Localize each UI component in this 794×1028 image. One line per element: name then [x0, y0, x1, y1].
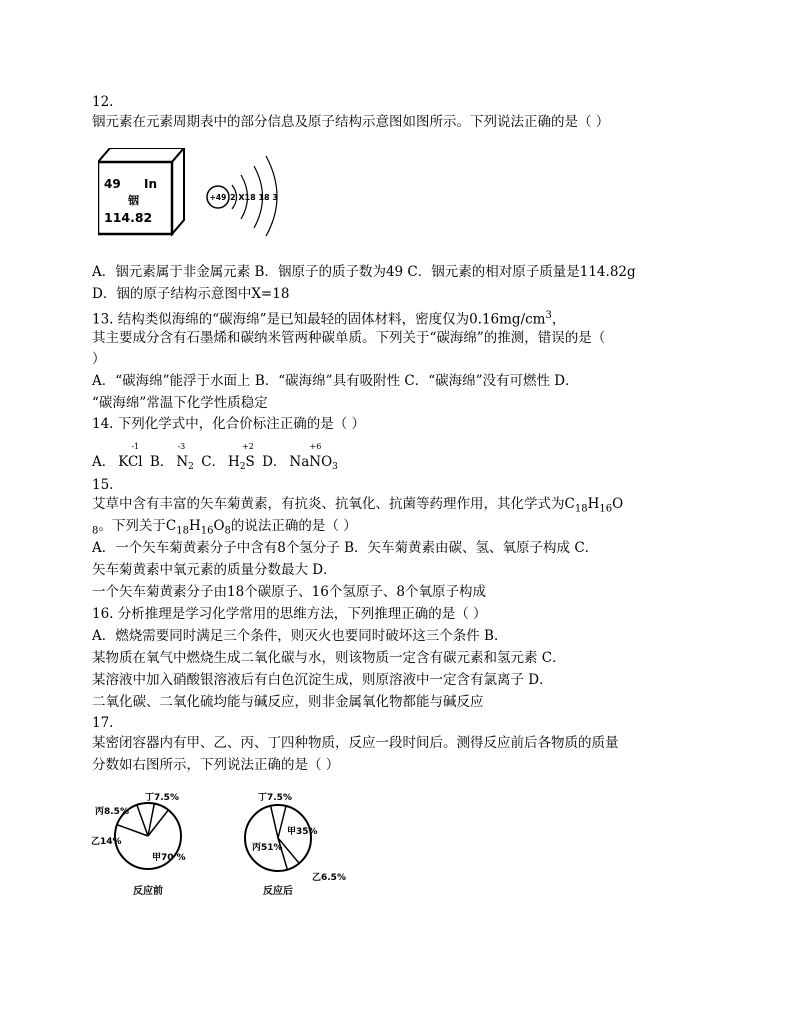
pie-slice-label: 乙14%	[91, 837, 122, 847]
element-symbol: In	[144, 177, 158, 191]
q13-line1	[92, 306, 565, 330]
q15-sub-o-2: 8	[224, 525, 231, 537]
valence-a: -1	[131, 442, 140, 451]
electron-shells: 2 X18 18 3	[230, 193, 278, 202]
q15-sub-c: 18	[574, 503, 588, 515]
q12-figure	[98, 148, 298, 238]
nucleus-charge: +49	[209, 193, 227, 202]
q13-line4: A．“碳海绵”能浮于水面上 B．“碳海绵”具有吸附性 C．“碳海绵”没有可燃性 D．	[92, 373, 579, 389]
element-name: 铟	[128, 194, 139, 207]
pie-slice-label: 丁7.5%	[145, 793, 179, 803]
q14-formula-c: +2 $H_2S$	[228, 442, 255, 472]
q17-line1: 某密闭容器内有甲、乙、丙、丁四种物质，反应一段时间后。测得反应前后各物质的质量	[92, 735, 619, 751]
q13-line2: 其主要成分含有石墨烯和碳纳米管两种碳单质。下列关于“碳海绵”的推测，错误的是（	[92, 330, 606, 346]
pie-slice-label: 丁7.5%	[258, 793, 292, 803]
pie-slice-label: 甲70 %	[152, 853, 186, 863]
q14-label-a: A．	[92, 454, 116, 470]
q15-line3: A．一个矢车菊黄素分子中含有8个氢分子 B．矢车菊黄素由碳、氢、氧原子构成 C．	[92, 540, 599, 556]
q15-number: 15.	[92, 477, 114, 493]
q15-sub-c-2: 18	[176, 525, 189, 537]
q13-superscript: 3	[545, 310, 552, 321]
q14-formula-a: -1 KCl	[118, 442, 143, 470]
pie-title: 反应前	[133, 886, 163, 897]
q13-text-a: 13. 结构类似海绵的“碳海绵”是已知最轻的固体材料，密度仅为0.16mg/cm	[92, 311, 546, 328]
pie-slice-label: 乙6.5%	[312, 873, 346, 883]
pie-slice-label: 丙8.5%	[95, 807, 129, 817]
q15-sub-o: 8	[92, 525, 99, 537]
q12-options-1: A．铟元素属于非金属元素 B．铟原子的质子数为49 C．铟元素的相对原子质量是114.82g	[92, 264, 636, 280]
q14-label-d: D．	[262, 454, 287, 470]
q15-h: H	[587, 496, 600, 512]
q13-line3: ）	[92, 351, 106, 367]
q15-text-2b: 的说法正确的是（ ）	[230, 518, 357, 534]
q14-stem: 14. 下列化学式中，化合价标注正确的是（ ）	[92, 416, 366, 432]
q16-line1: 16. 分析推理是学习化学常用的思维方法，下列推理正确的是（ ）	[92, 606, 487, 622]
q13-line5: “碳海绵”常温下化学性质稳定	[92, 395, 268, 411]
q12-options-2: D．铟的原子结构示意图中X=18	[92, 286, 290, 302]
element-number: 49	[104, 177, 121, 191]
q15-line4: 矢车菊黄素中氧元素的质量分数最大 D．	[92, 562, 337, 578]
q15-text-2a: 。下列关于C	[98, 518, 177, 534]
q15-h-2: H	[188, 518, 201, 534]
q15-sub-h: 16	[599, 503, 613, 515]
q14-label-c: C．	[201, 454, 226, 470]
q15-o-2: O	[213, 518, 225, 534]
pie-chart-before	[90, 788, 220, 904]
element-box	[98, 148, 184, 234]
q14-label-b: B．	[149, 454, 174, 470]
q14-formula-b: -3 $N_2$	[176, 442, 194, 472]
element-mass: 114.82	[104, 210, 153, 225]
q15-sub-h-2: 16	[200, 525, 214, 537]
valence-c: +2	[242, 442, 254, 451]
atom-structure-diagram	[207, 156, 278, 236]
pie-slice-label: 丙51%	[252, 843, 283, 853]
pie-slice-label: 甲35%	[287, 827, 318, 837]
q16-line4: 某溶液中加入硝酸银溶液后有白色沉淀生成，则原溶液中一定含有氯离子 D．	[92, 672, 553, 688]
q16-line2: A．燃烧需要同时满足三个条件，则灭火也要同时破坏这三个条件 B．	[92, 628, 508, 644]
pie-title: 反应后	[263, 886, 293, 897]
q12-number: 12.	[92, 94, 114, 110]
q16-line5: 二氧化碳、二氧化硫均能与碱反应，则非金属氧化物都能与碱反应	[92, 694, 484, 710]
valence-b: -3	[177, 442, 186, 451]
q15-o: O	[612, 496, 624, 512]
q17-line2: 分数如右图所示，下列说法正确的是（ ）	[92, 757, 340, 773]
q15-text: 艾草中含有丰富的矢车菊黄素，有抗炎、抗氧化、抗菌等药理作用，其化学式为C	[92, 496, 575, 512]
q14-formula-d: +6 NaNO$_3$	[289, 442, 338, 472]
q15-line5: 一个矢车菊黄素分子由18个碳原子、16个氢原子、8个氧原子构成	[92, 584, 486, 600]
pie-chart-after	[240, 788, 370, 904]
valence-d: +6	[309, 442, 322, 451]
q14-options	[92, 442, 341, 477]
q16-line3: 某物质在氧气中燃烧生成二氧化碳与水，则该物质一定含有碳元素和氢元素 C．	[92, 650, 566, 666]
q13-text-b: ，	[551, 311, 566, 328]
q12-stem: 铟元素在元素周期表中的部分信息及原子结构示意图如图所示。下列说法正确的是（ ）	[92, 114, 610, 130]
q17-number: 17.	[92, 715, 114, 731]
